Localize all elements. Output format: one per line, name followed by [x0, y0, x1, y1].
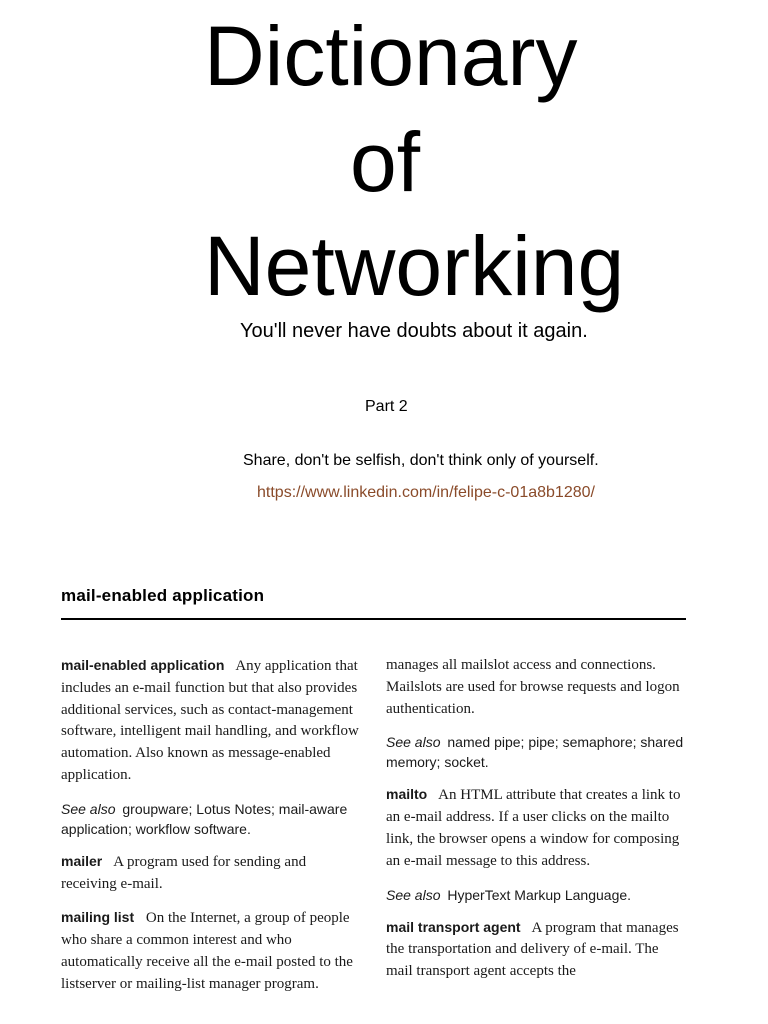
- entry-definition: A program that manages the transportation and delivery of e-mail. The mail transport agent accepts the: [386, 919, 679, 980]
- dictionary-entry: [61, 851, 361, 896]
- entry-term: mailto: [386, 786, 428, 803]
- entry-definition: manages all mailslot access and connections. Mailslots are used for browse requests and logon authentication.: [386, 657, 680, 717]
- see-also-refs: groupware; Lotus Notes; mail-aware application; workflow software.: [61, 800, 348, 837]
- see-also-refs: HyperText Markup Language.: [447, 886, 632, 903]
- cover-title-line-2: of: [350, 115, 421, 209]
- see-also-label: See also: [61, 800, 116, 817]
- see-also-line: [386, 885, 686, 905]
- part-label: Part 2: [365, 398, 408, 415]
- entry-term: mail transport agent: [386, 918, 521, 935]
- linkedin-link[interactable]: https://www.linkedin.com/in/felipe-c-01a8b1280/: [257, 484, 595, 501]
- entry-term: mail-enabled application: [61, 657, 225, 673]
- entry-definition: A program used for sending and receiving e-mail.: [61, 853, 307, 892]
- see-also-line: [61, 799, 361, 839]
- cover-title-line-1: Dictionary: [204, 9, 578, 103]
- entry-definition: An HTML attribute that creates a link to an e-mail address. If a user clicks on the mailto link, the browser opens a window for composing an e-mail message to this address.: [386, 787, 681, 869]
- see-also-refs: named pipe; pipe; semaphore; shared memory; socket.: [386, 734, 684, 771]
- see-also-label: See also: [386, 886, 441, 903]
- cover-title-line-3: Networking: [204, 219, 625, 313]
- page-running-header: mail-enabled application: [61, 586, 265, 605]
- left-column: [61, 655, 361, 1008]
- dictionary-entry: [386, 917, 686, 983]
- entry-definition: On the Internet, a group of people who share a common interest and who automatically receive all the e-mail posted to the listserver or mailing-list manager program.: [61, 910, 353, 992]
- dictionary-entry: [386, 784, 686, 872]
- see-also-label: See also: [386, 734, 441, 751]
- share-message: Share, don't be selfish, don't think only of yourself.: [243, 452, 599, 469]
- cover-tagline: You'll never have doubts about it again.: [240, 320, 588, 342]
- entry-term: mailing list: [61, 909, 135, 926]
- entry-definition: Any application that includes an e-mail function but that also provides additional services, such as contact-management software, intelligent mail handling, and workflow automation. Also known as message-enabled application.: [61, 658, 359, 783]
- dictionary-entry: [61, 655, 361, 787]
- see-also-line: [386, 732, 686, 772]
- entry-term: mailer: [61, 852, 103, 869]
- header-rule: [61, 618, 686, 620]
- right-column: [386, 655, 686, 995]
- dictionary-entry: [61, 907, 361, 995]
- continued-text: [386, 655, 686, 720]
